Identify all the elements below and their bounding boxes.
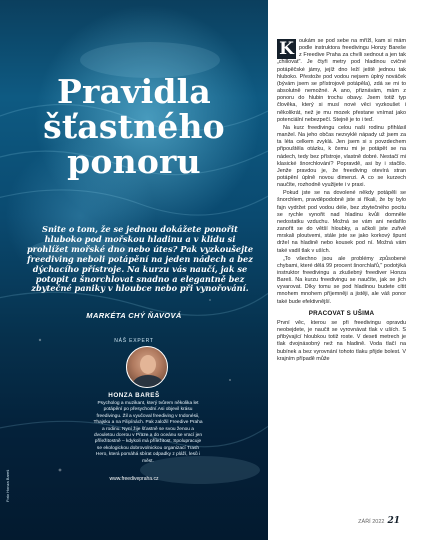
expert-label: NÁŠ EXPERT <box>114 338 154 344</box>
article-intro: Snite o tom, že se jednou dokážete ponořit hluboko pod mořskou hladinu a v klidu si prohlížet mořské dno nebo útes? Pak vyzkoušejte freediving neboli potápění na jeden nádech a bez dýchacího přístroje. Na kurzu vás naučí, jak se potopit a šnorchlovat snadno a elegantně bez zbytečné paniky v hloubce nebo při vynořování. <box>26 224 254 294</box>
page-number: 21 <box>387 516 400 526</box>
expert-bio: Psycholog a muzikant, který tvůrem několika let potápění po přesychodní.Asi objevil krásu freedivingu. Žil a vyučoval freediving v Indonésii, Thajsku a na Filipínách. Pak založil Freedive Praha a rodinu. Nyní žije šťastně se svou ženou a dvouletou dcerou v Praze a do oceánu se vrací jen příležitostně – kdykoli má příležitost. Spolupracuje se ekologickou dobrovolnickou organizací Trash Hero, která pomáhá sbírat odpadky z pláží, lesů i měst. <box>93 401 203 464</box>
section-paragraph: První věc, kterou se při freedivingu opravdu neobejdete, je naučit se vyrovnávat tlak v uších. S přibývající hloubkou totiž roste. V deseti metrech je tlak dvojnásobný než na hladině. Voda tlačí na bubínek a bez vyrovnání tohoto tlaku přijde bolest. V krajním případě může <box>277 319 406 362</box>
expert-website[interactable]: www.freedivepraha.cz <box>109 476 159 482</box>
expert-name: HONZA BAREŠ <box>108 392 160 399</box>
article-title <box>0 74 268 179</box>
author-byline: MARKÉTA CHÝ ŇAVOVÁ <box>86 311 182 320</box>
title-line-3: ponoru <box>67 142 201 181</box>
portrait-head <box>140 355 156 374</box>
paragraph-4: „To všechno jsou ale problémy způsobené chybami, které dělá 99 procent šnorchlařů," podotýká instruktor freedivingu a zkušebný freediver Honza Bareš. Na kurzu freedivingu se naučíte, jak se jich vyvarovat. Díky tomu se pod hladinou budete cítit mnohem mnohem příjemněji a jistěji, ale váš ponor také bude efektivnější. <box>277 255 406 305</box>
title-line-1: Pravidla <box>57 72 211 111</box>
title-line-2: šťastného <box>43 107 225 146</box>
issue-date: ZÁŘÍ 2022 <box>358 519 385 525</box>
paragraph-2: Na kurz freedivingu celou naši rodinu přihlásil manžel. Na jeho občas nezvyklé nápady už jsem za ta léta celkem zvyklá. Jen jsem si s povzdechem připouštěla otázku, k čemu mi je potápět se na nádech, tedy bez přístroje, vlastně dobré. Nestačí mi klasické šnorchlování? Popravdě, asi by i stačilo. Jenže pravdou je, že freediving otevírá stran potápění úplně novou dimenzi. A co se kurzech naučíte, rozhodně využijete i v praxi. <box>277 124 406 189</box>
expert-portrait <box>126 346 168 388</box>
section-heading: PRACOVAT S UŠIMA <box>308 309 375 317</box>
paragraph-3: Pokud jste se na dovolené někdy potápěli se šnorchlem, pravděpodobně jste si říkali, že by bylo fajn vydržet pod vodou déle, bez zbytečného pocitu se rychle vynořit nad hladinu kvůli domněle nedostatku vzduchu. Možná se vám ani nedařilo zanořit se do větší hloubky, a ačkoli jste zuřivě mrskali ploutvemi, stále jste se jako korkový špunt držel na hladině nebo kousek pod ní. Možná vám také vadil tlak v uších. <box>277 190 406 254</box>
photo-credit: Foto Honza Bareš <box>5 469 10 502</box>
paragraph-1: oukám se pod sebe na mřížl, kam si mám podle instruktora freedivingu Honzy Bareše z Freedive Praha za chvíli sednout a jen tak „chillovat". Je čtyři metry pod hladinou cvičné potápěčské jámy, jejíž dno leží ještě jednou tak hluboko. Přestože pod vodou nejsem úplný nováček (bývám jsem se přístrojově potápěla), zdá se mi to absolutně nemožné. A ano, přiznávám, mám z ponoru do hlubin trochu obavy. Jsem totiž typ člověka, který si musí nové věci vyzkoušet i několikrát, než je mu mozek přestane vnímat jako potenciální nebezpečí. Stejně je to i teď. <box>277 38 406 123</box>
article-body <box>277 38 406 363</box>
page-folio <box>358 516 400 526</box>
drop-cap: K <box>277 39 296 59</box>
portrait-body <box>133 375 163 388</box>
